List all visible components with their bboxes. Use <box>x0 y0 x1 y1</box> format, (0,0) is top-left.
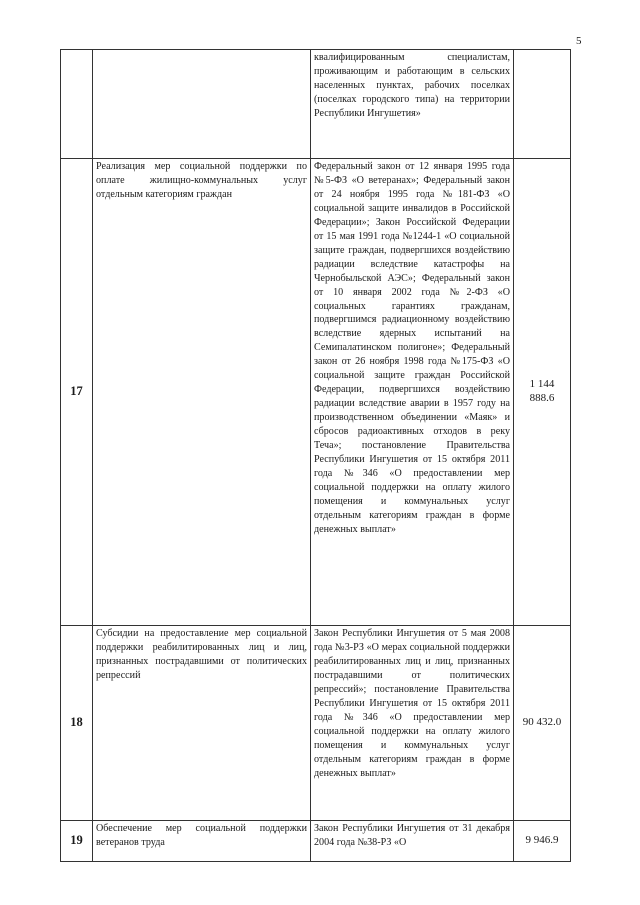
measure-name: Обеспечение мер социальной поддержки ветеранов труда <box>93 821 311 862</box>
amount: 1 144 888.6 <box>514 159 571 626</box>
table-row <box>61 626 571 821</box>
row-number: 17 <box>61 159 93 626</box>
measure-name: Реализация мер социальной поддержки по оплате жилищно-коммунальных услуг отдельным категориям граждан <box>93 159 311 626</box>
legal-basis: квалифицированным специалистам, проживающим и работающим в сельских населенных пунктах, рабочих поселках (поселках городского типа) на территории Республики Ингушетия» <box>311 50 514 159</box>
amount <box>514 50 571 159</box>
row-number: 18 <box>61 626 93 821</box>
row-number: 19 <box>61 821 93 862</box>
page-number: 5 <box>576 35 582 47</box>
measure-name <box>93 50 311 159</box>
table-row <box>61 159 571 626</box>
amount: 9 946.9 <box>514 821 571 862</box>
legal-basis: Закон Республики Ингушетия от 31 декабря 2004 года №38-РЗ «О <box>311 821 514 862</box>
legal-basis: Федеральный закон от 12 января 1995 года №5-ФЗ «О ветеранах»; Федеральный закон от 24 ноября 1995 года №181-ФЗ «О социальной защите инвалидов в Российской Федерации»; Закон Российской Федерации от 15 мая 1991 года №1244-1 «О социальной защите граждан, подвергшихся воздействию радиации вследствие катастрофы на Чернобыльской АЭС»; Федеральный закон от 10 января 2002 года №2-ФЗ «О социальных гарантиях гражданам, подвергшимся радиационному воздействию вследствие ядерных испытаний на Семипалатинском полигоне»; Федеральный закон от 26 ноября 1998 года №175-ФЗ «О социальной защите граждан Российской Федерации, подвергшихся воздействию радиации вследствие аварии в 1957 году на производственном объединении «Маяк» и сбросов радиоактивных отходов в реку Теча»; постановление Правительства Республики Ингушетия от 15 октября 2011 года №346 «О предоставлении мер социальной поддержки на оплату жилого помещения и коммунальных услуг отдельным категориям граждан в форме денежных выплат» <box>311 159 514 626</box>
budget-table <box>60 49 571 862</box>
legal-basis: Закон Республики Ингушетия от 5 мая 2008 года №3-РЗ «О мерах социальной поддержки реабилитированных лиц и лиц, признанных пострадавшими от политических репрессий»; постановление Правительства Республики Ингушетия от 15 октября 2011 года №346 «О предоставлении мер социальной поддержки на оплату жилого помещения и коммунальных услуг отдельным категориям граждан в форме денежных выплат» <box>311 626 514 821</box>
amount: 90 432.0 <box>514 626 571 821</box>
measure-name: Субсидии на предоставление мер социальной поддержки реабилитированных лиц и лиц, признанных пострадавшими от политических репрессий <box>93 626 311 821</box>
row-number <box>61 50 93 159</box>
table-row <box>61 50 571 159</box>
table-row <box>61 821 571 862</box>
